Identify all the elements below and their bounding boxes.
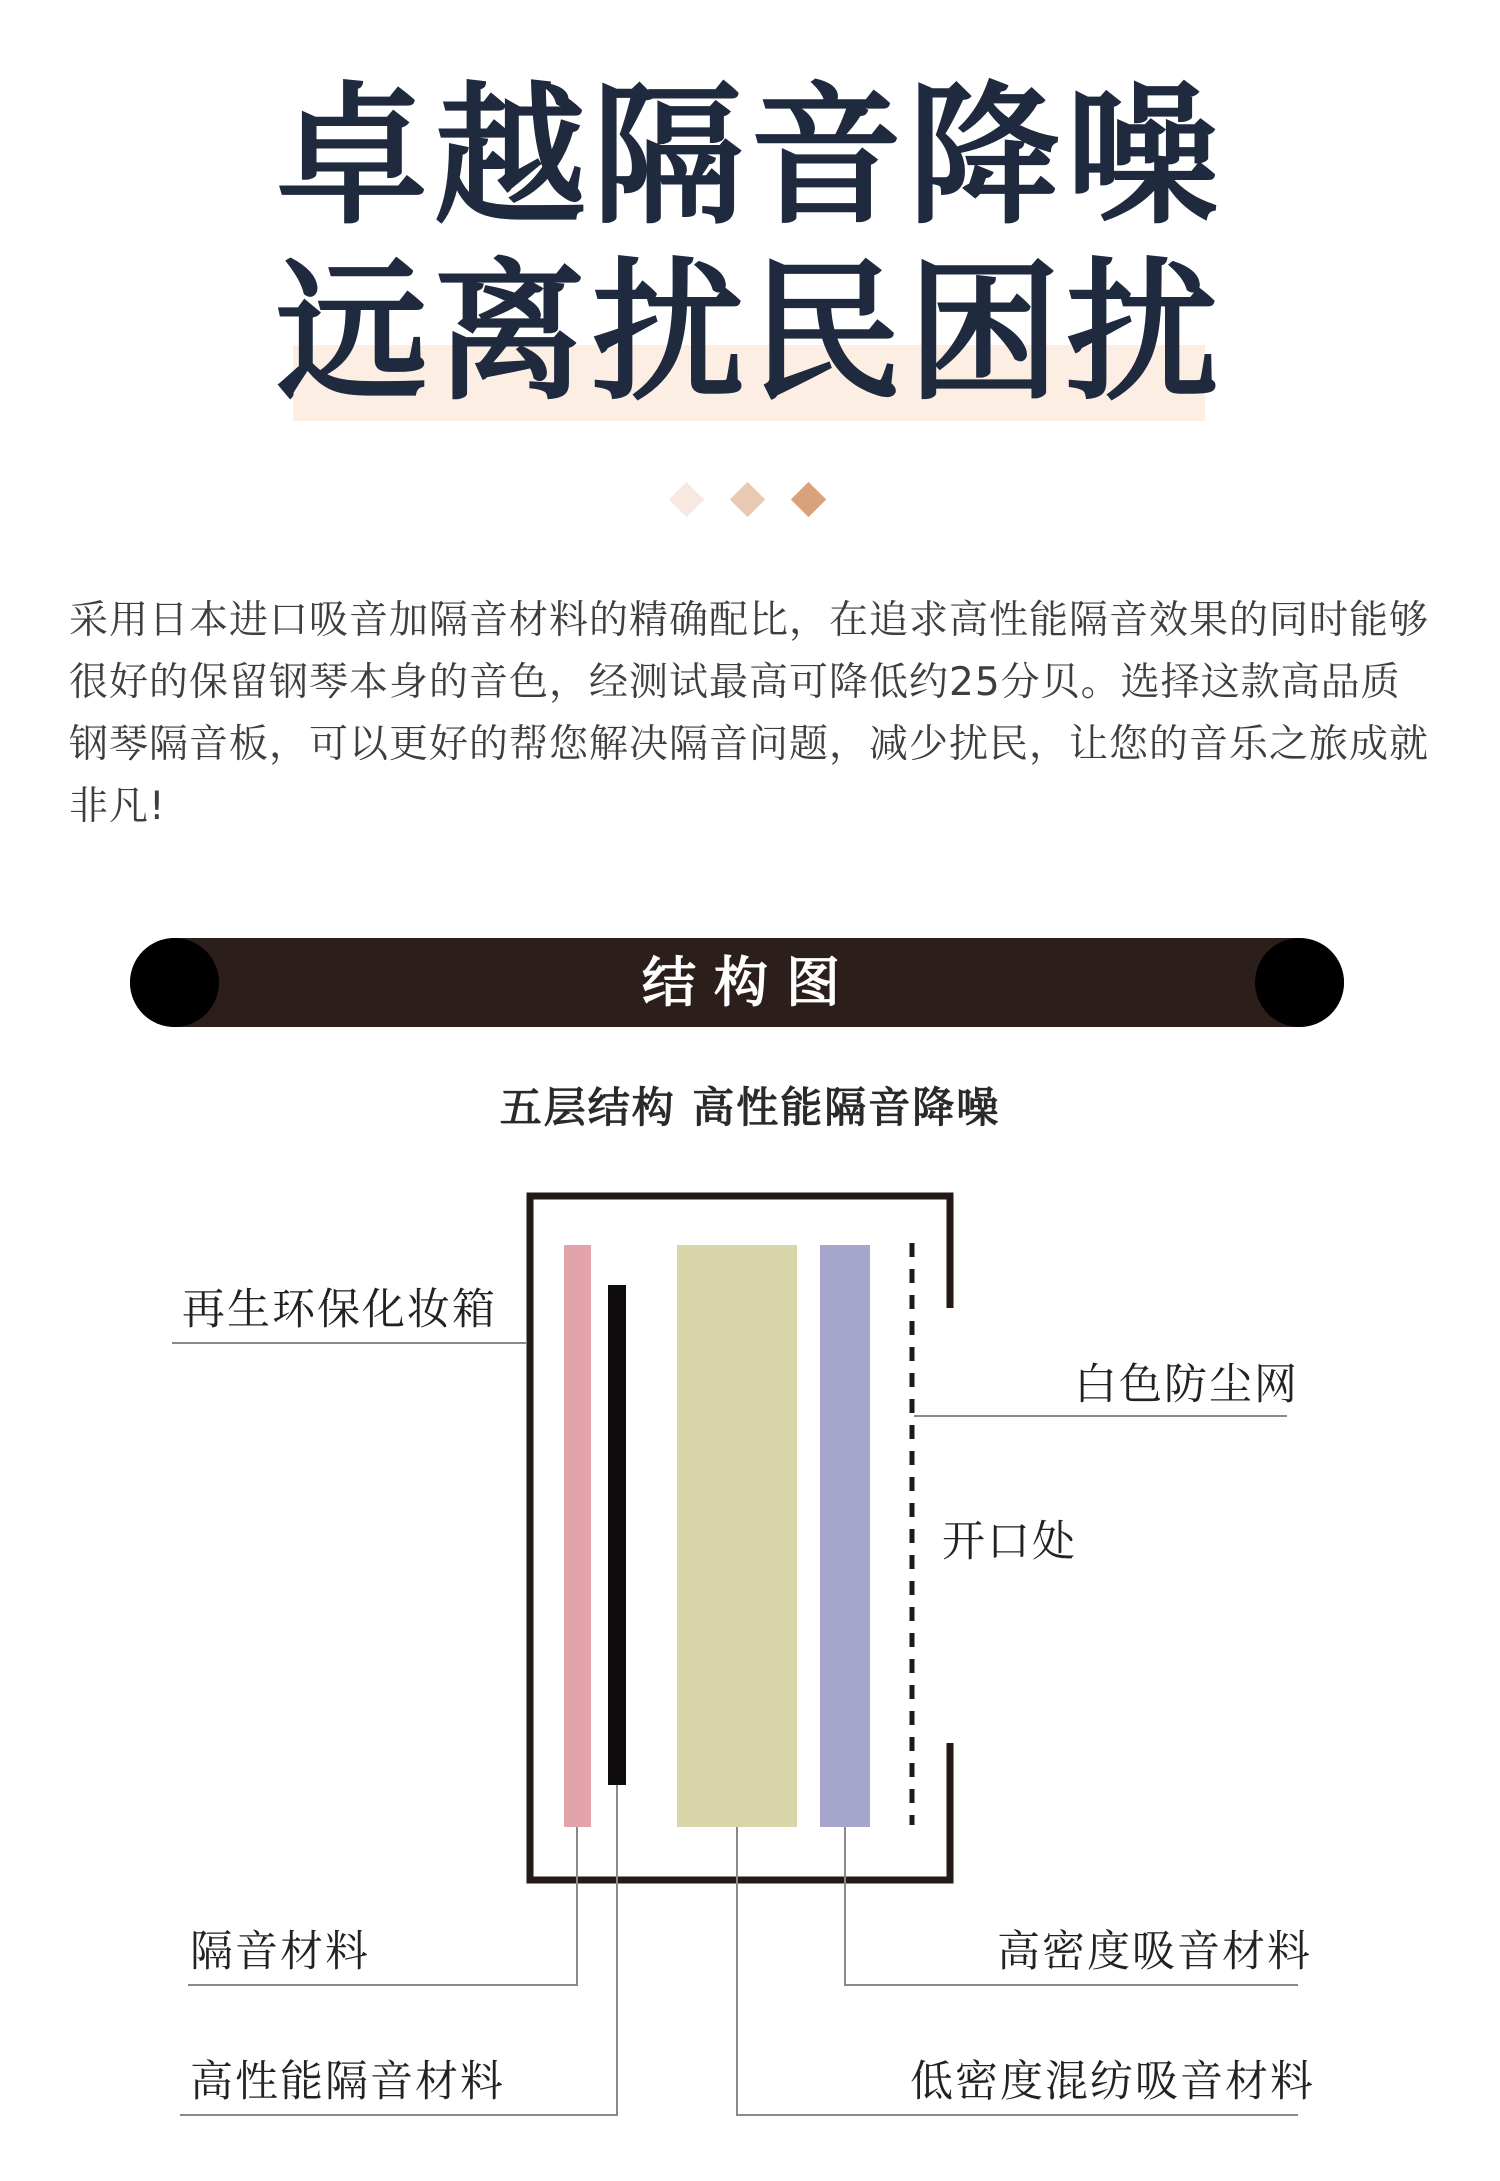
label-low-density-absorb: 低密度混纺吸音材料 — [910, 2057, 1315, 2107]
label-high-perf-insulation: 高性能隔音材料 — [190, 2057, 505, 2107]
label-box: 再生环保化妆箱 — [182, 1285, 497, 1335]
layer-sound-insulation — [564, 1245, 591, 1827]
intro-paragraph: 采用日本进口吸音加隔音材料的精确配比，在追求高性能隔音效果的同时能够很好的保留钢琴本身的音色，经测试最高可降低约25分贝。选择这款高品质钢琴隔音板，可以更好的帮您解决隔音问题，减少扰民，让您的音乐之旅成就非凡! — [69, 598, 1430, 829]
headline-line-1: 卓越隔音降噪 — [276, 68, 1224, 245]
layer-high-density-absorb — [820, 1245, 870, 1827]
section-subtitle: 五层结构 高性能隔音降噪 — [499, 1083, 1001, 1132]
label-high-density-absorb: 高密度吸音材料 — [997, 1927, 1312, 1977]
headline-line-2: 远离扰民困扰 — [276, 244, 1224, 421]
label-sound-insulation: 隔音材料 — [190, 1927, 370, 1977]
layer-high-perf-insulation — [608, 1285, 626, 1785]
section-title: 结构图 — [642, 951, 858, 1014]
label-opening: 开口处 — [942, 1517, 1077, 1567]
label-dust-net: 白色防尘网 — [1074, 1360, 1299, 1410]
layer-low-density-absorb — [677, 1245, 797, 1827]
